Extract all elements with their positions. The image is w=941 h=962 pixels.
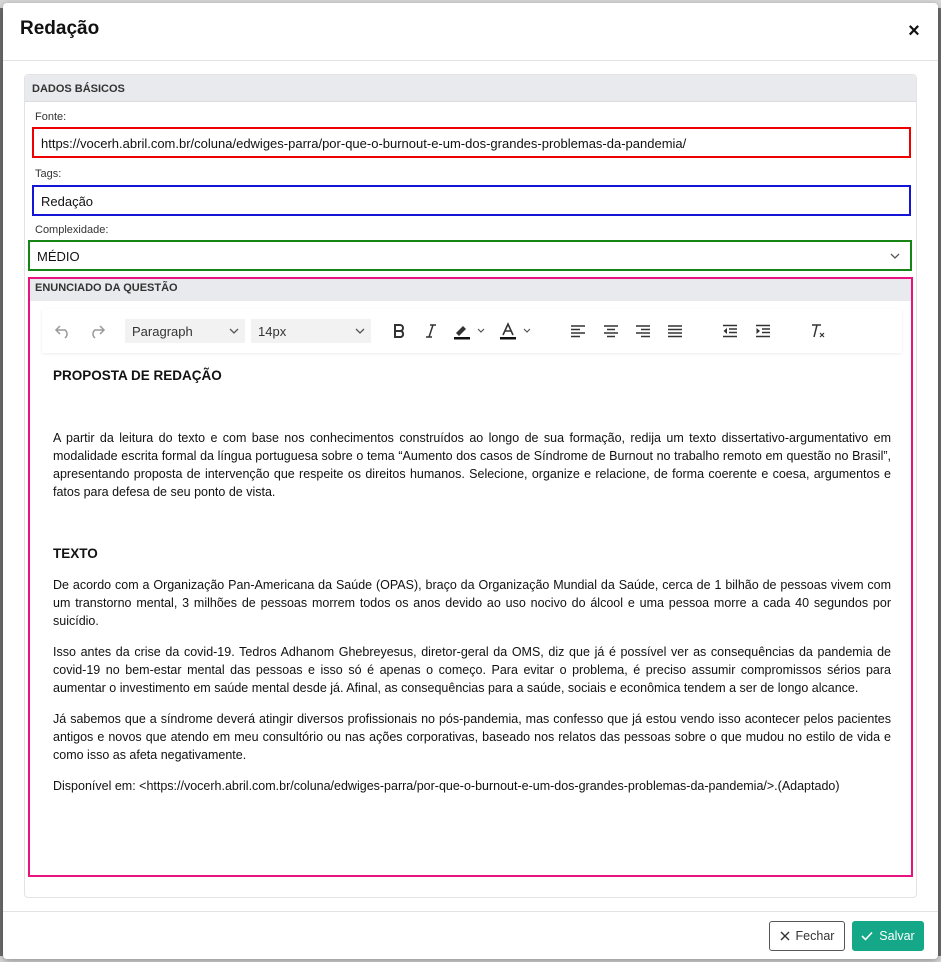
- highlight-button[interactable]: [451, 320, 489, 342]
- content-paragraph: A partir da leitura do texto e com base nos conhecimentos construídos ao longo de sua formação, redija um texto dissertativo-argumentativo em modalidade escrita formal da língua portuguesa sobre o tema “Aumento dos casos de Síndrome de Burnout no trabalho remoto em questão no Brasil”, apresentando proposta de intervenção que respeite os direitos humanos. Selecione, organize e relacione, de forma coerente e coesa, argumentos e fatos para defesa de seu ponto de vista.: [53, 431, 891, 499]
- italic-icon: [424, 323, 438, 339]
- outdent-button[interactable]: [719, 320, 741, 342]
- complexidade-select[interactable]: [28, 240, 912, 271]
- bold-button[interactable]: [388, 320, 410, 342]
- content-paragraph: Já sabemos que a síndrome deverá atingir diversos profissionais no pós-pandemia, mas confesso que já estou vendo isso acontecer pelos pacientes antigos e novos que atendo em meu consultório ou nas ações corporativas, baseado nos relatos das pessoas sobre o que mudou no estilo de vida e como isso as afeta negativamente.: [53, 712, 891, 762]
- bold-icon: [392, 323, 406, 339]
- editor-content[interactable]: [53, 367, 891, 795]
- tags-label: Tags:: [35, 168, 62, 180]
- modal-footer: [3, 911, 938, 959]
- font-size-select[interactable]: [251, 319, 371, 343]
- clear-format-button[interactable]: [807, 320, 829, 342]
- fechar-label: Fechar: [795, 929, 835, 943]
- editor-toolbar: [42, 309, 902, 353]
- salvar-button[interactable]: [852, 921, 924, 951]
- content-paragraph: Isso antes da crise da covid-19. Tedros Adhanom Ghebreyesus, diretor-geral da OMS, diz que já é possível ver as consequências da pandemia de covid-19 no bem-estar mental das pessoas e isso só é apenas o começo. Para evitar o problema, é preciso assumir compromissos sérios para aumentar o investimento em saúde mental desde já. Afinal, as consequências para a saúde, sociais e econômica tendem a ser de longo alcance.: [53, 645, 891, 695]
- highlight-icon: [452, 322, 488, 340]
- align-right-button[interactable]: [632, 320, 654, 342]
- chevron-down-icon: [355, 326, 365, 336]
- check-icon: [861, 931, 873, 941]
- redo-icon: [88, 322, 106, 340]
- close-button[interactable]: [904, 21, 924, 41]
- indent-icon: [755, 324, 771, 338]
- content-paragraph: De acordo com a Organização Pan-Americana da Saúde (OPAS), braço da Organização Mundial da Saúde, cerca de 1 bilhão de pessoas vivem com um transtorno mental, 3 milhões de pessoas morrem todos os anos devido ao uso nocivo do álcool e uma pessoa morre a cada 40 segundos por suicídio.: [53, 578, 891, 628]
- clear-format-icon: [810, 323, 826, 339]
- statement-editor-section: [28, 277, 913, 877]
- tags-input[interactable]: Redação: [32, 185, 911, 216]
- fonte-label: Fonte:: [35, 111, 67, 123]
- basic-data-section-header: [25, 75, 916, 102]
- align-left-button[interactable]: [567, 320, 589, 342]
- paragraph-format-value: Paragraph: [132, 323, 193, 339]
- statement-section-title: ENUNCIADO DA QUESTÃO: [35, 282, 178, 294]
- align-center-button[interactable]: [600, 320, 622, 342]
- form-body: [24, 74, 917, 898]
- fechar-button[interactable]: [769, 921, 845, 951]
- basic-data-section-title: DADOS BÁSICOS: [32, 83, 125, 95]
- align-center-icon: [603, 324, 619, 338]
- complexidade-value: MÉDIO: [37, 249, 80, 264]
- close-icon: [780, 931, 790, 941]
- chevron-down-icon: [890, 251, 900, 261]
- align-left-icon: [570, 324, 586, 338]
- fonte-input[interactable]: https://vocerh.abril.com.br/coluna/edwiges-parra/por-que-o-burnout-e-um-dos-grandes-problemas-da-pandemia/: [32, 127, 911, 158]
- italic-button[interactable]: [420, 320, 442, 342]
- font-size-value: 14px: [258, 323, 287, 339]
- statement-section-header: [30, 279, 911, 301]
- align-justify-icon: [667, 324, 683, 338]
- close-icon: ×: [908, 20, 920, 42]
- content-heading-proposta: PROPOSTA DE REDAÇÃO: [53, 368, 222, 383]
- chevron-down-icon: [229, 326, 239, 336]
- outdent-icon: [722, 324, 738, 338]
- undo-icon: [54, 322, 72, 340]
- redacao-modal: [3, 3, 938, 959]
- align-right-icon: [635, 324, 651, 338]
- undo-button[interactable]: [52, 320, 74, 342]
- redo-button[interactable]: [86, 320, 108, 342]
- modal-title: Redação: [20, 18, 100, 39]
- salvar-label: Salvar: [879, 929, 915, 943]
- font-color-icon: [498, 322, 534, 340]
- content-source: Disponível em: <https://vocerh.abril.com.br/coluna/edwiges-parra/por-que-o-burnout-e-um-dos-grandes-problemas-da-pandemia/>.(Adaptado): [53, 779, 840, 793]
- modal-header: [3, 3, 938, 61]
- content-heading-texto: TEXTO: [53, 546, 98, 561]
- align-justify-button[interactable]: [664, 320, 686, 342]
- paragraph-format-select[interactable]: [125, 319, 245, 343]
- font-color-button[interactable]: [497, 320, 535, 342]
- complexidade-label: Complexidade:: [35, 224, 109, 236]
- indent-button[interactable]: [752, 320, 774, 342]
